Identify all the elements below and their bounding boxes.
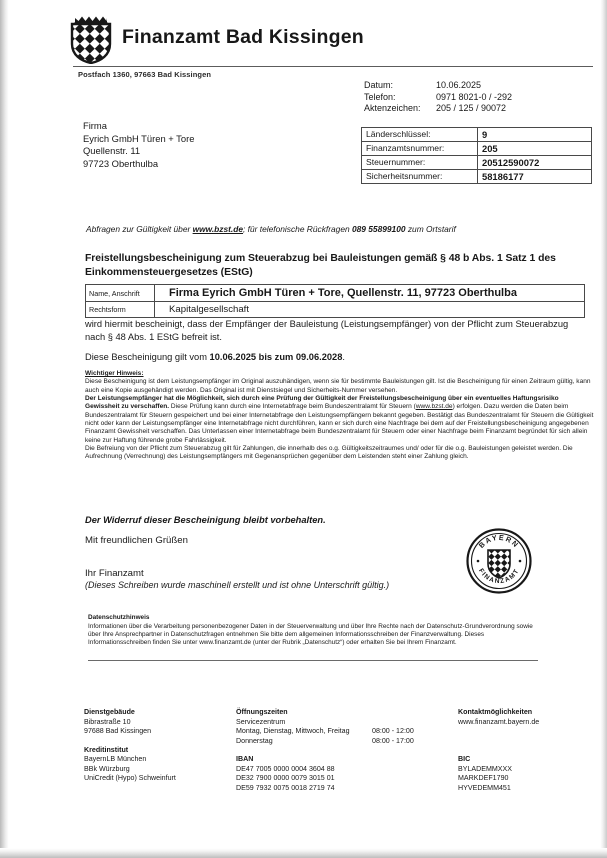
recipient-line: Quellenstr. 11 — [83, 145, 141, 157]
hours-subheading: Servicezentrum — [236, 717, 286, 726]
validity-query-note — [86, 224, 456, 234]
footer-column-hours — [236, 708, 458, 793]
scan-edge-bottom — [0, 848, 607, 858]
footer-column-building — [84, 708, 236, 793]
meta-row — [364, 80, 512, 92]
validity-prefix: Diese Bescheinigung gilt vom — [85, 352, 210, 362]
meta-value: 205 / 125 / 90072 — [436, 103, 507, 114]
notice-p2-rest-a: Diese Prüfung kann durch eine Internetabfrage beim Bundeszentralamt für Steuern ( — [169, 403, 416, 411]
hours-days: Donnerstag — [236, 736, 273, 745]
hours-row — [236, 727, 458, 737]
iban-line: DE47 7005 0000 0004 3604 88 — [236, 764, 335, 773]
meta-value: 10.06.2025 — [436, 80, 482, 90]
iban-line: DE59 7932 0075 0018 2719 74 — [236, 783, 335, 792]
contact-heading: Kontaktmöglichkeiten — [458, 708, 533, 716]
table-row — [362, 128, 592, 142]
id-label: Finanzamtsnummer: — [362, 142, 478, 156]
recipient-line: 97723 Oberthulba — [83, 157, 159, 169]
notice-bzst-url-link[interactable]: www.bzst.de — [415, 403, 453, 411]
id-value: 58186177 — [478, 170, 592, 184]
building-line: 97688 Bad Kissingen — [84, 727, 152, 735]
return-address: Postfach 1360, 97663 Bad Kissingen — [78, 70, 212, 79]
name-label: Name, Anschrift — [86, 285, 155, 302]
meta-label: Aktenzeichen: — [364, 103, 421, 114]
certification-paragraph: wird hiermit bescheinigt, dass der Empfänger der Bauleistung (Leistungsempfänger) von der Pflicht zum Steuerabzug nach § 48 Abs. 1 EStG befreit ist. — [85, 319, 569, 342]
validity-suffix: . — [342, 352, 345, 362]
hours-time: 08:00 - 12:00 — [372, 727, 414, 735]
recipient-details-table — [85, 284, 585, 318]
revocation-note: Der Widerruf dieser Bescheinigung bleibt vorbehalten. — [85, 515, 326, 525]
recipient-line: Eyrich GmbH Türen + Tore — [83, 132, 195, 144]
bic-line: BYLADEMMXXX — [458, 764, 513, 773]
building-block — [84, 708, 236, 737]
recipient-line: Firma — [83, 120, 107, 131]
table-row — [362, 142, 592, 156]
bank-block — [84, 746, 236, 784]
table-row — [362, 156, 592, 170]
header-divider — [73, 66, 593, 67]
privacy-notice-block — [88, 614, 536, 647]
machine-generated-note: (Dieses Schreiben wurde maschinell erstellt und ist ohne Unterschrift gültig.) — [85, 580, 390, 590]
notice-p2-rest-b: ) erfolgen. Dazu werden die Daten beim Bundeszentralamt für Steuern gespeichert und bei einer Internetabfrage den Leistungsempfängern bekannt gegeben. Bestätigt das Bundeszentralamt für Steuern die Gültigkeit nicht oder kann der Leistungsempfänger eine Internetabfrage nicht durchführen, kann er sich durch eine Nachfrage bei dem auf der Freistellungsbescheinigung angegebenen Finanzamt Gewissheit verschaffen. Das Unterlassen einer Internetabfrage beim Bundeszentralamt für Steuern oder einer Nachfrage beim Finanzamt begründet für sich allein keine zur Haftung führende grobe Fahrlässigkeit. — [85, 403, 594, 444]
certificate-heading: Freistellungsbescheinigung zum Steuerabzug bei Bauleistungen gemäß § 48 b Abs. 1 Satz 1 des Einkommensteuergesetzes (EStG) — [85, 253, 556, 278]
footer-column-contact — [458, 708, 584, 793]
id-label: Steuernummer: — [362, 156, 478, 170]
table-row — [86, 285, 585, 302]
bic-line: MARKDEF1790 — [458, 774, 509, 782]
bzst-suffix: zum Ortstarif — [405, 224, 456, 234]
id-value: 20512590072 — [478, 156, 592, 170]
id-label: Länderschlüssel: — [362, 128, 478, 142]
notice-paragraph-1: Diese Bescheinigung ist dem Leistungsempfänger im Original auszuhändigen, wenn sie für bestimmte Bauleistungen gilt. Ist die Bescheinigung für einen Zeitraum gültig, kann auch eine Kopie ausgehändigt werden. Das Original ist mit Dienstsiegel und Sicherheits-Nummer versehen. — [85, 378, 591, 394]
bank-line: BayernLB München — [84, 755, 147, 763]
scan-edge-left — [0, 0, 9, 858]
validity-paragraph — [85, 351, 590, 364]
validity-date-to: 09.06.2028 — [295, 352, 343, 362]
meta-row — [364, 92, 512, 104]
important-notice-block — [85, 370, 595, 462]
signature-line: Ihr Finanzamt — [85, 568, 144, 579]
notice-paragraph-2 — [85, 395, 595, 445]
id-value: 9 — [478, 128, 592, 142]
meta-label: Datum: — [364, 80, 394, 90]
bavaria-coat-of-arms-icon — [70, 14, 112, 64]
bic-heading: BIC — [458, 755, 471, 763]
meta-label: Telefon: — [364, 91, 396, 102]
meta-row — [364, 103, 512, 115]
legalform-value: Kapitalgesellschaft — [155, 302, 585, 318]
scan-edge-right — [600, 0, 607, 858]
iban-heading: IBAN — [236, 755, 254, 763]
hours-days: Montag, Dienstag, Mittwoch, Freitag — [236, 727, 350, 735]
contact-block — [458, 708, 584, 746]
bank-heading: Kreditinstitut — [84, 745, 129, 754]
bic-line: HYVEDEMM451 — [458, 783, 511, 792]
hours-time: 08:00 - 17:00 — [372, 736, 414, 745]
recipient-address — [83, 120, 194, 170]
name-value: Firma Eyrich GmbH Türen + Tore, Quellenstr. 11, 97723 Oberthulba — [155, 285, 585, 302]
privacy-heading: Datenschutzhinweis — [88, 614, 150, 621]
validity-middle: bis zum — [256, 352, 296, 362]
tax-identifier-table — [361, 127, 592, 184]
page-title: Finanzamt Bad Kissingen — [122, 26, 364, 48]
notice-heading: Wichtiger Hinweis: — [85, 370, 144, 377]
table-row — [362, 170, 592, 184]
bzst-url-link[interactable]: www.bzst.de — [192, 224, 244, 234]
svg-text:FINANZAMT: FINANZAMT — [477, 567, 521, 586]
id-value: 205 — [478, 142, 592, 156]
hours-row — [236, 737, 458, 747]
iban-block — [236, 755, 458, 793]
svg-text:BAYERN: BAYERN — [476, 532, 522, 550]
bank-line: UniCredit (Hypo) Schweinfurt — [84, 774, 176, 782]
document-meta — [364, 80, 512, 115]
bzst-prefix: Abfragen zur Gültigkeit über — [86, 224, 193, 234]
id-label: Sicherheitsnummer: — [362, 170, 478, 184]
bzst-middle: ; für telefonische Rückfragen — [243, 224, 352, 234]
official-seal-icon — [466, 528, 532, 594]
meta-value: 0971 8021-0 / -292 — [436, 91, 513, 102]
legalform-label: Rechtsform — [86, 302, 155, 318]
footer-divider — [88, 660, 538, 661]
building-heading: Dienstgebäude — [84, 708, 135, 716]
iban-line: DE32 7900 0000 0079 3015 01 — [236, 774, 335, 782]
bzst-phone: 089 55899100 — [351, 224, 406, 234]
greeting-line: Mit freundlichen Grüßen — [85, 535, 188, 546]
hours-heading: Öffnungszeiten — [236, 708, 288, 716]
bank-line: BBk Würzburg — [84, 764, 130, 773]
notice-paragraph-3: Die Befreiung von der Pflicht zum Steuerabzug gilt für Zahlungen, die innerhalb des o.g. Gültigkeitszeitraumes und/ oder für die o.g. Bauleistungen geleistet werden. Die Aufrechnung (Verrechnung) des Leistungsempfängers mit Gegenansprüchen gegenüber dem Leistenden steht einer Zahlung gleich. — [85, 445, 573, 461]
building-line: Bibrastraße 10 — [84, 717, 131, 726]
hours-block — [236, 708, 458, 746]
validity-date-from: 10.06.2025 — [209, 352, 257, 362]
bic-block — [458, 755, 584, 793]
table-row — [86, 302, 585, 318]
privacy-text: Informationen über die Verarbeitung personenbezogener Daten in der Steuerverwaltung und über Ihre Rechte nach der Datenschutz-Grundverordnung sowie über Ihre Ansprechpartner in Datenschutzfragen entnehmen Sie bitte dem allgemeinen Informationsschreiben der Finanzverwaltung. Dieses Informationsschreiben finden Sie unter www.finanzamt.de (unter der Rubrik „Datenschutz“) oder erhalten Sie bei Ihrem Finanzamt. — [88, 622, 533, 646]
notice-p2-lead: Der Leistungsempfänger hat die Möglichkeit, sich durch eine Prüfung der Gültigkeit der Freistellungsbescheinigung über ein eventuelles Haftungsrisiko Gewissheit zu verschaffen. — [85, 395, 559, 411]
footer — [84, 708, 584, 793]
contact-website-link[interactable]: www.finanzamt.bayern.de — [458, 717, 540, 726]
